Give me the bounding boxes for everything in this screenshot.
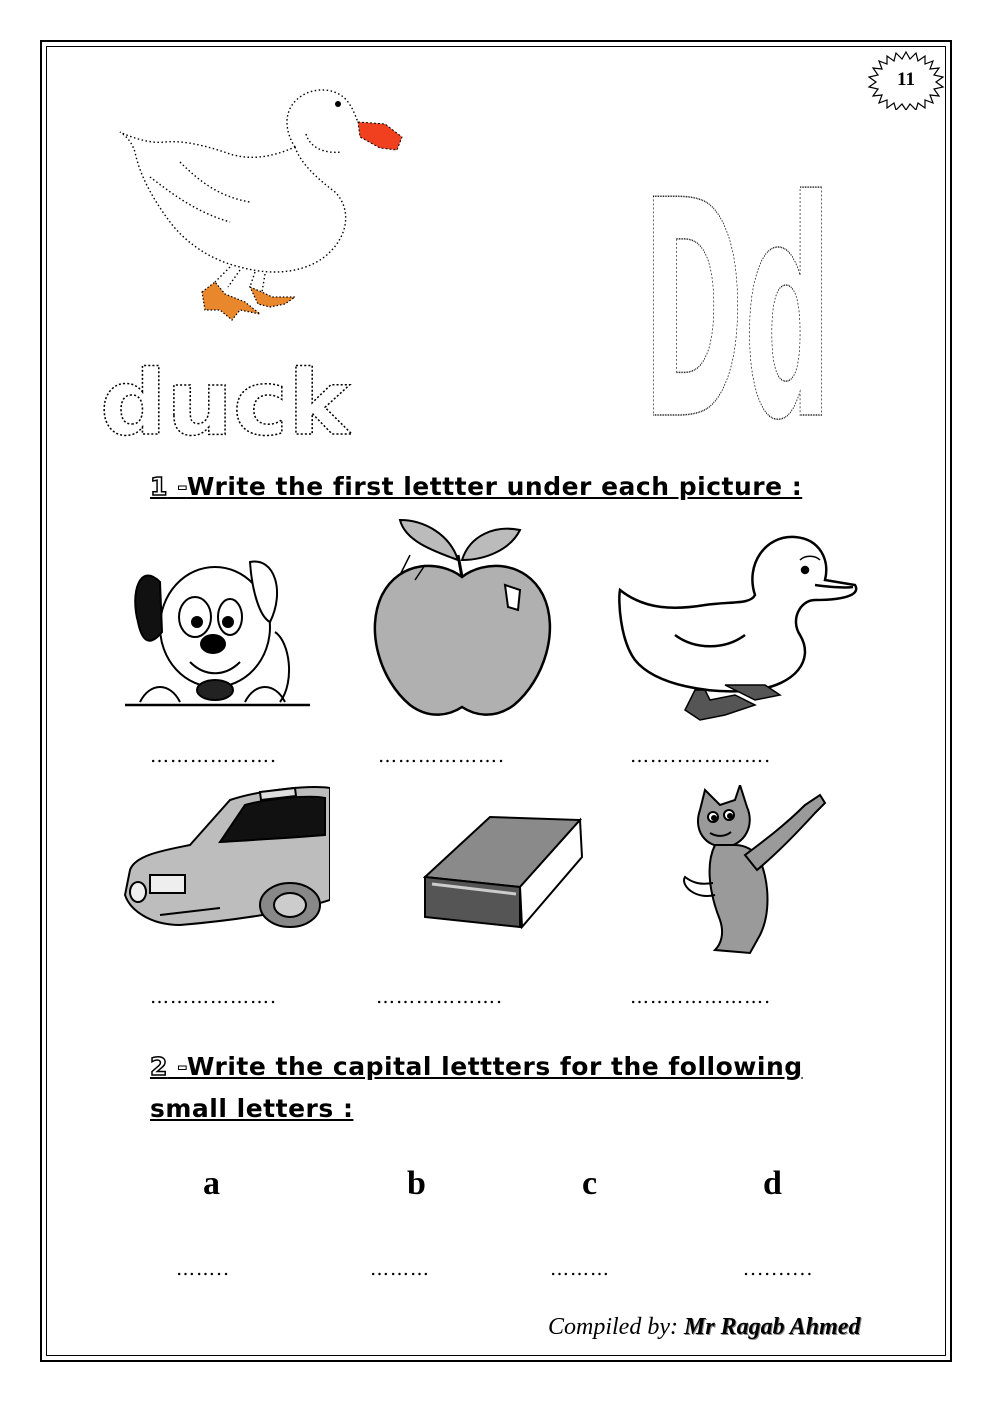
page-number-badge: [866, 50, 946, 110]
tracing-small-letter: [744, 137, 832, 425]
small-letter-a: a: [203, 1165, 220, 1202]
dog-icon: [120, 522, 315, 712]
small-letter-d: d: [763, 1165, 782, 1202]
capital-blank-a[interactable]: ……..: [176, 1258, 231, 1280]
answer-blank-cat[interactable]: ……..………….: [630, 986, 772, 1008]
book-icon: [420, 812, 585, 932]
duck-icon: [615, 525, 865, 725]
exercise1-instruction: Write the first lettter under each picture :: [186, 472, 803, 501]
svg-text:Dd: [642, 137, 832, 425]
picture-duck: [615, 525, 865, 725]
picture-apple: [370, 515, 555, 720]
answer-blank-duck[interactable]: ……..………….: [630, 745, 772, 767]
picture-book: [420, 812, 585, 932]
apple-icon: [370, 515, 555, 720]
answer-blank-dog[interactable]: ……………….: [150, 745, 278, 767]
footer-prefix: Compiled by:: [548, 1314, 678, 1340]
capital-blank-c[interactable]: ………: [550, 1258, 610, 1280]
tracing-word: [98, 350, 358, 445]
exercise2-heading: 2 -Write the capital lettters for the following: [150, 1052, 803, 1081]
footer-author: Mr Ragab Ahmed: [683, 1314, 861, 1340]
exercise2-instruction-line2: small letters :: [150, 1094, 354, 1123]
exercise2-instruction-line1: Write the capital lettters for the following: [186, 1052, 803, 1081]
car-icon: [120, 780, 330, 940]
exercise1-number: 1: [150, 472, 168, 501]
tracing-letters: [640, 95, 840, 425]
answer-blank-apple[interactable]: ……………….: [378, 745, 506, 767]
page-number: 11: [897, 69, 915, 90]
capital-blank-b[interactable]: ………: [370, 1258, 430, 1280]
compiled-by-footer: [548, 1314, 860, 1341]
answer-blank-car[interactable]: ……………….: [150, 986, 278, 1008]
duck-tracing-image: [110, 82, 410, 342]
capital-blank-d[interactable]: ..........: [743, 1258, 814, 1280]
tracing-word-text: duck: [100, 351, 353, 445]
exercise1-heading: 1 -Write the first lettter under each picture :: [150, 472, 803, 501]
small-letter-c: c: [582, 1165, 598, 1202]
picture-cat: [675, 785, 835, 960]
small-letter-b: b: [407, 1165, 426, 1202]
picture-dog: [120, 522, 315, 712]
exercise2-number: 2: [150, 1052, 168, 1081]
cat-icon: [675, 785, 835, 960]
answer-blank-book[interactable]: ……………….: [376, 986, 504, 1008]
duck-dotted-icon: [110, 82, 410, 342]
tracing-capital-letter: [642, 137, 744, 425]
picture-car: [120, 780, 330, 940]
